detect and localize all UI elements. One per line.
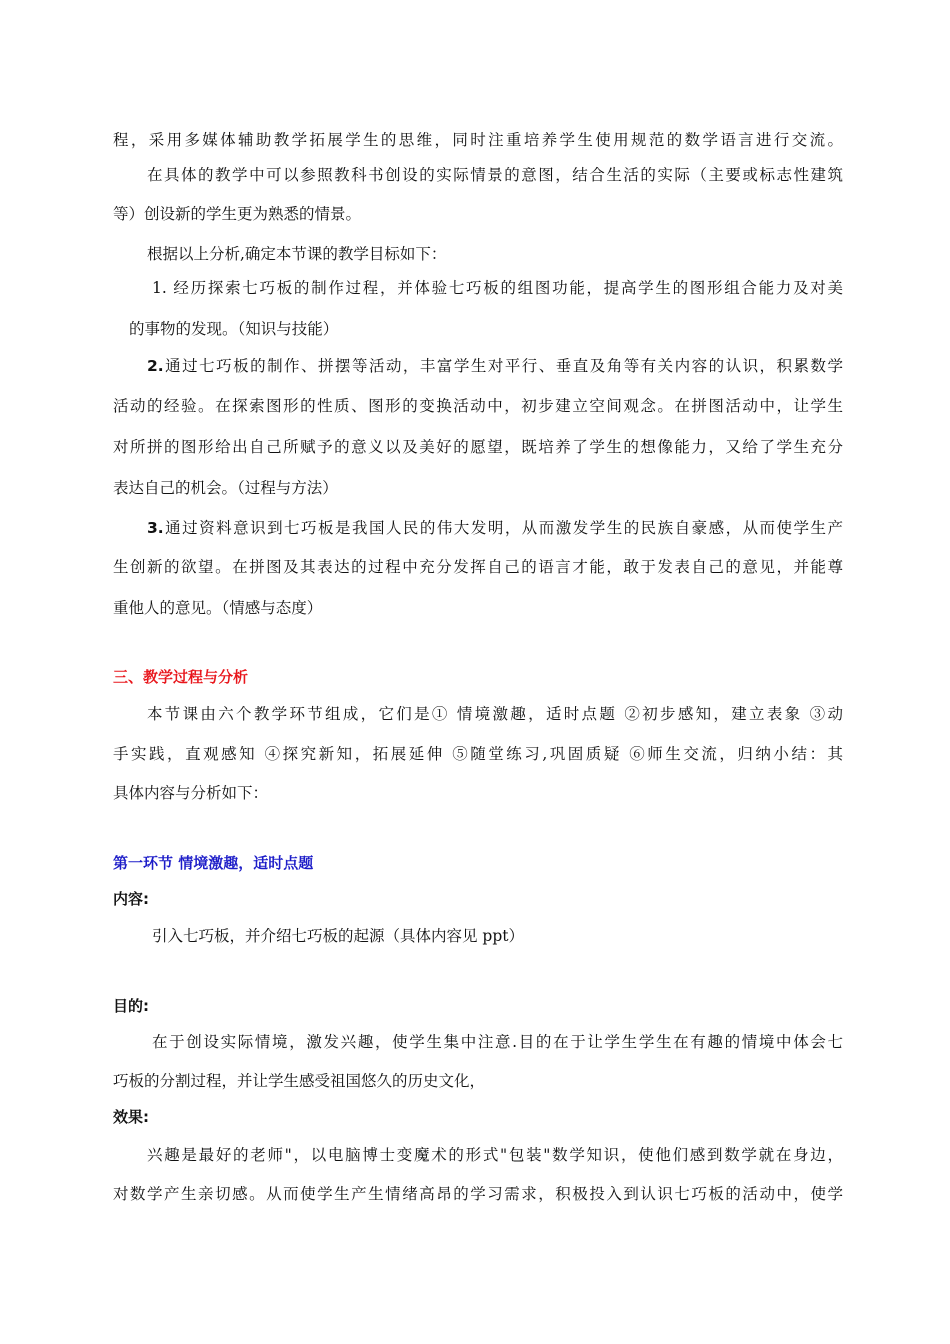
goal-text: 通过七巧板的制作、拼摆等活动，丰富学生对平行、垂直及角等有关内容的认识，积累数学 [163, 357, 843, 375]
section-heading: 三、教学过程与分析 [113, 668, 249, 686]
goal-number: 3. [147, 519, 164, 537]
paragraph-line: 等）创设新的学生更为熟悉的情景。 [113, 205, 362, 223]
paragraph-line: 生创新的欲望。在拼图及其表达的过程中充分发挥自己的语言才能，敢于发表自己的意见，并能尊 [113, 558, 843, 576]
content-label: 内容: [113, 890, 149, 908]
paragraph-line: 在具体的教学中可以参照教科书创设的实际情景的意图，结合生活的实际（主要或标志性建筑 [147, 166, 843, 184]
step-heading: 第一环节 情境激趣，适时点题 [113, 854, 314, 872]
goal-item-1: 1. 经历探索七巧板的制作过程，并体验七巧板的组图功能，提高学生的图形组合能力及对美 [152, 279, 843, 297]
paragraph-line: 巧板的分割过程，并让学生感受祖国悠久的历史文化， [113, 1072, 486, 1090]
paragraph-line: 活动的经验。在探索图形的性质、图形的变换活动中，初步建立空间观念。在拼图活动中，让学生 [113, 397, 843, 415]
goal-item-2 [147, 355, 843, 377]
paragraph-line: 兴趣是最好的老师"，以电脑博士变魔术的形式"包装"数学知识，使他们感到数学就在身边， [147, 1146, 843, 1164]
goal-text: 通过资料意识到七巧板是我国人民的伟大发明，从而激发学生的民族自豪感，从而使学生产 [163, 519, 843, 537]
goal-number: 2. [147, 357, 164, 375]
goal-item-3 [147, 517, 843, 539]
paragraph-line: 本节课由六个教学环节组成，它们是① 情境激趣，适时点题 ②初步感知，建立表象 ③动 [147, 705, 843, 723]
effect-label: 效果: [113, 1108, 149, 1126]
paragraph-line: 程，采用多媒体辅助教学拓展学生的思维，同时注重培养学生使用规范的数学语言进行交流。 [113, 131, 843, 149]
paragraph-line: 对数学产生亲切感。从而使学生产生情绪高昂的学习需求，积极投入到认识七巧板的活动中，使学 [113, 1185, 843, 1203]
paragraph-line: 重他人的意见。（情感与态度） [113, 599, 323, 617]
paragraph-line: 根据以上分析,确定本节课的教学目标如下： [147, 245, 447, 263]
paragraph-line: 表达自己的机会。（过程与方法） [113, 479, 338, 497]
purpose-label: 目的: [113, 997, 149, 1015]
paragraph-line: 手实践，直观感知 ④探究新知，拓展延伸 ⑤随堂练习,巩固质疑 ⑥师生交流，归纳小结：其 [113, 745, 843, 763]
paragraph-line: 对所拼的图形给出自己所赋予的意义以及美好的愿望，既培养了学生的想像能力，又给了学生充分 [113, 438, 843, 456]
paragraph-line: 的事物的发现。（知识与技能） [129, 320, 339, 338]
paragraph-line: 引入七巧板，并介绍七巧板的起源（具体内容见 ppt） [152, 927, 525, 945]
paragraph-line: 具体内容与分析如下： [113, 784, 269, 802]
paragraph-line: 在于创设实际情境，激发兴趣，使学生集中注意.目的在于让学生学生在有趣的情境中体会七 [152, 1033, 843, 1051]
